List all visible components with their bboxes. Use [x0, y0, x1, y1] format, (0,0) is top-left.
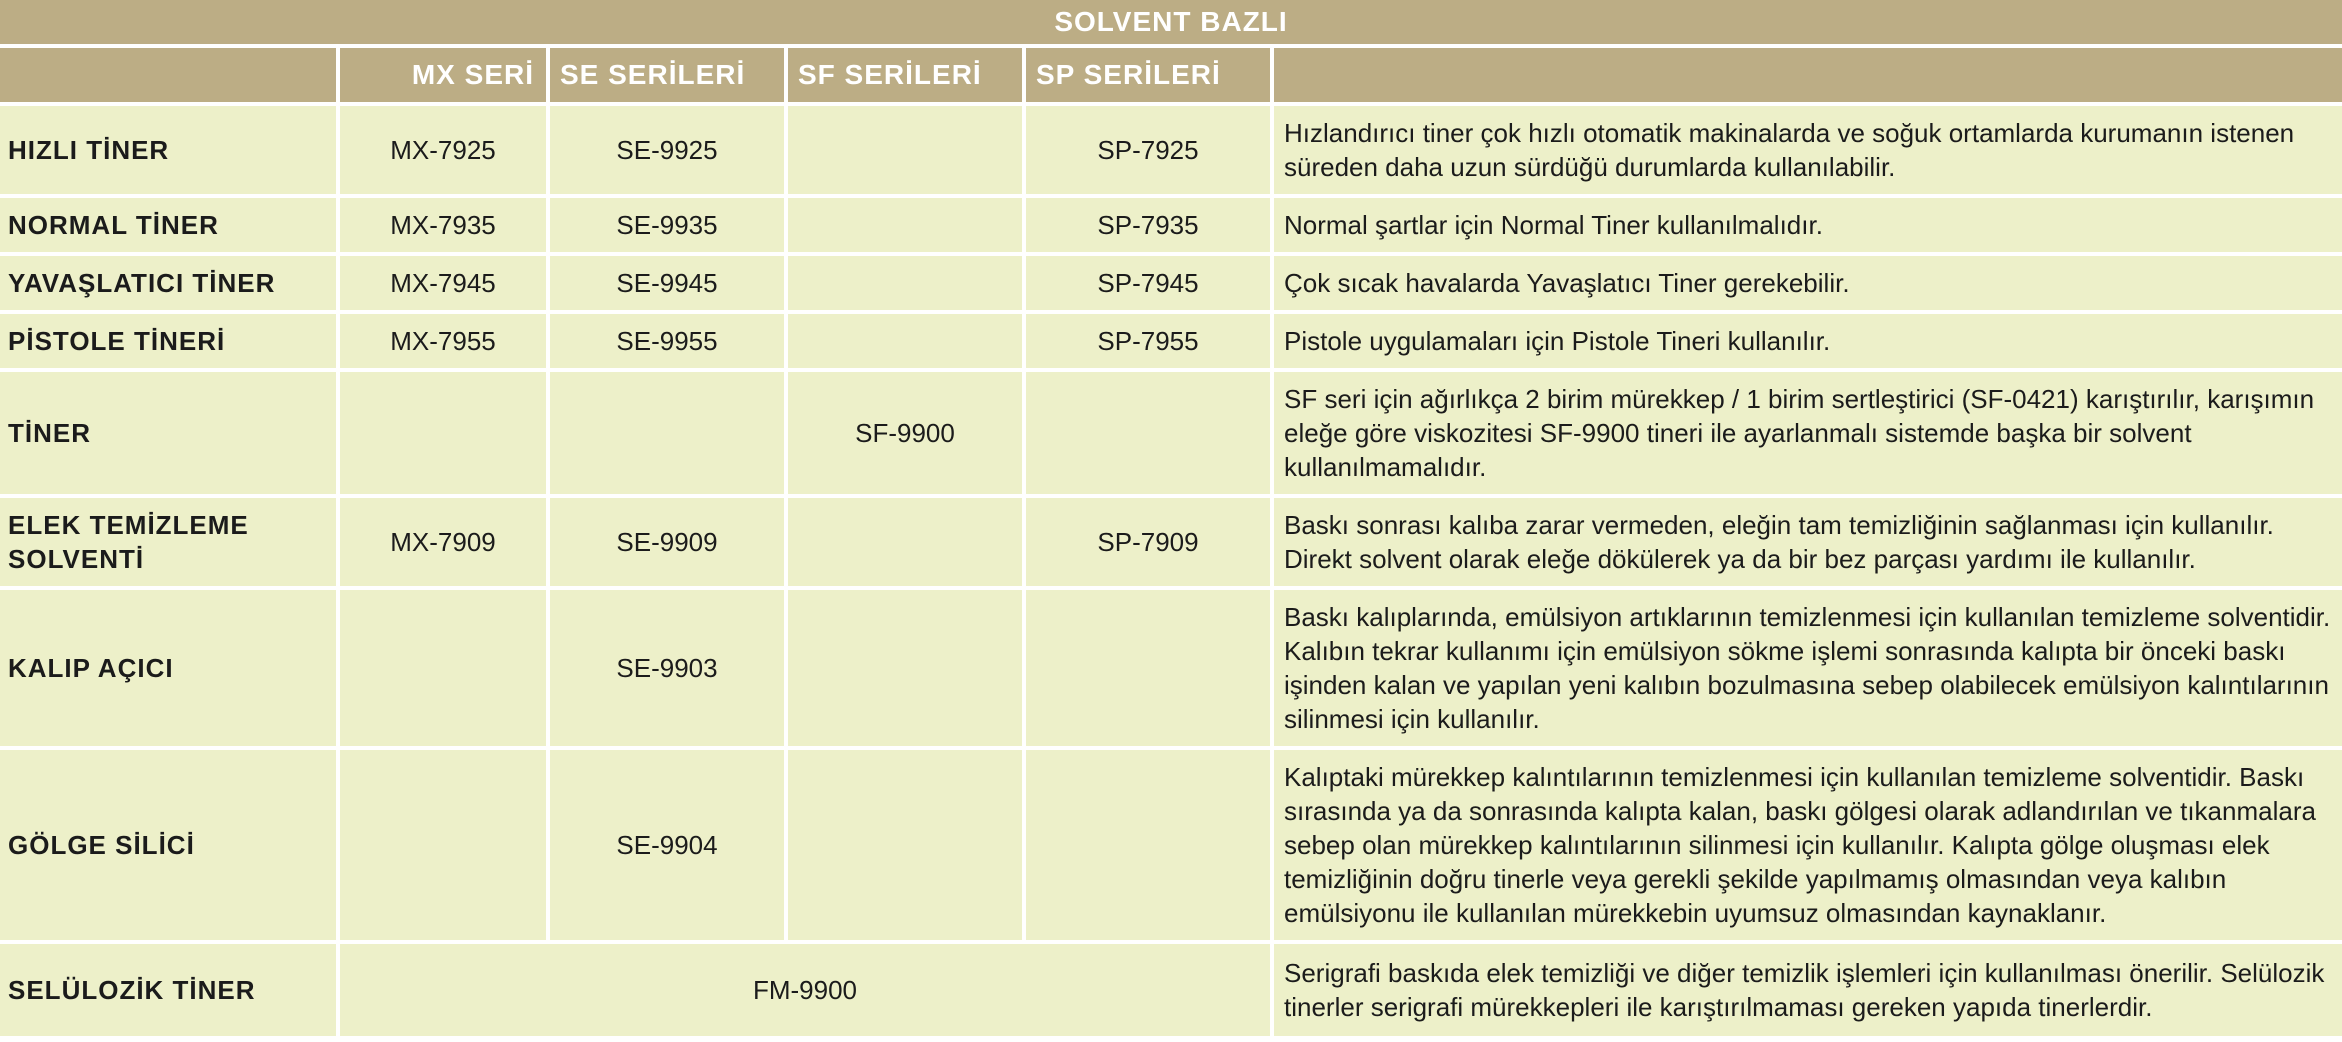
table-row	[0, 196, 2342, 254]
row-name: ELEK TEMİZLEME SOLVENTİ	[0, 496, 338, 588]
sf-code	[786, 496, 1024, 588]
row-name: HIZLI TİNER	[0, 104, 338, 196]
mx-code: MX-7935	[338, 196, 548, 254]
header-se: SE SERİLERİ	[548, 46, 786, 104]
se-code: SE-9955	[548, 312, 786, 370]
row-name: PİSTOLE TİNERİ	[0, 312, 338, 370]
sp-code: SP-7925	[1024, 104, 1272, 196]
row-description: Çok sıcak havalarda Yavaşlatıcı Tiner gerekebilir.	[1272, 254, 2342, 312]
row-description: Kalıptaki mürekkep kalıntılarının temizlenmesi için kullanılan temizleme solventidir. Baskı sırasında ya da sonrasında kalıpta kalan, baskı gölgesi olarak adlandırılan ve tıkanmalara sebep olan mürekkep kalıntılarının silinmesi için kullanılır. Kalıpta gölge oluşması elek temizliğinin doğru tinerle veya gerekli şekilde yapılmamış olmasından veya kalıbın emülsiyonu ile kullanılan mürekkebin uyumsuz olmasından kaynaklanır.	[1272, 748, 2342, 942]
row-name: YAVAŞLATICI TİNER	[0, 254, 338, 312]
mx-code: MX-7909	[338, 496, 548, 588]
sf-code	[786, 312, 1024, 370]
header-desc-empty	[1272, 46, 2342, 104]
header-empty	[0, 46, 338, 104]
row-description: Baskı sonrası kalıba zarar vermeden, eleğin tam temizliğinin sağlanması için kullanılır. Direkt solvent olarak eleğe dökülerek ya da bir bez parçası yardımı ile kullanılır.	[1272, 496, 2342, 588]
sp-code	[1024, 370, 1272, 496]
se-code: SE-9945	[548, 254, 786, 312]
table-row	[0, 588, 2342, 748]
table-row	[0, 254, 2342, 312]
header-sp: SP SERİLERİ	[1024, 46, 1272, 104]
se-code: SE-9925	[548, 104, 786, 196]
sp-code: SP-7909	[1024, 496, 1272, 588]
row-description: SF seri için ağırlıkça 2 birim mürekkep / 1 birim sertleştirici (SF-0421) karıştırılır, karışımın eleğe göre viskozitesi SF-9900 tineri ile ayarlanmalı sistemde başka bir solvent kullanılmamalıdır.	[1272, 370, 2342, 496]
table-row	[0, 312, 2342, 370]
table-title: SOLVENT BAZLI	[0, 0, 2342, 46]
sf-code	[786, 196, 1024, 254]
mx-code: MX-7925	[338, 104, 548, 196]
sf-code: SF-9900	[786, 370, 1024, 496]
sf-code	[786, 254, 1024, 312]
mx-code: MX-7955	[338, 312, 548, 370]
row-name: KALIP AÇICI	[0, 588, 338, 748]
se-code	[548, 370, 786, 496]
row-description: Serigrafi baskıda elek temizliği ve diğer temizlik işlemleri için kullanılması önerilir. Selülozik tinerler serigrafi mürekkepleri ile karıştırılmaması gereken yapıda tinerlerdir.	[1272, 942, 2342, 1038]
table-row	[0, 370, 2342, 496]
title-row	[0, 0, 2342, 46]
se-code: SE-9904	[548, 748, 786, 942]
mx-code: MX-7945	[338, 254, 548, 312]
table-row	[0, 496, 2342, 588]
table-row	[0, 942, 2342, 1038]
row-description: Baskı kalıplarında, emülsiyon artıklarının temizlenmesi için kullanılan temizleme solventidir. Kalıbın tekrar kullanımı için emülsiyon sökme işlemi sonrasında kalıpta bir önceki baskı işinden kalan ve yapılan yeni kalıbın bozulmasına sebep olabilecek emülsiyon kalıntılarının silinmesi için kullanılır.	[1272, 588, 2342, 748]
row-name: GÖLGE SİLİCİ	[0, 748, 338, 942]
se-code: SE-9903	[548, 588, 786, 748]
sp-code: SP-7955	[1024, 312, 1272, 370]
table-row	[0, 748, 2342, 942]
row-description: Hızlandırıcı tiner çok hızlı otomatik makinalarda ve soğuk ortamlarda kurumanın istenen süreden daha uzun sürdüğü durumlarda kullanılabilir.	[1272, 104, 2342, 196]
header-row	[0, 46, 2342, 104]
row-description: Normal şartlar için Normal Tiner kullanılmalıdır.	[1272, 196, 2342, 254]
sp-code	[1024, 748, 1272, 942]
sp-code: SP-7935	[1024, 196, 1272, 254]
sp-code: SP-7945	[1024, 254, 1272, 312]
sf-code	[786, 588, 1024, 748]
table-row	[0, 104, 2342, 196]
se-code: SE-9909	[548, 496, 786, 588]
header-mx: MX SERİ	[338, 46, 548, 104]
sp-code	[1024, 588, 1272, 748]
mx-code	[338, 748, 548, 942]
fm-code: FM-9900	[338, 942, 1272, 1038]
header-sf: SF SERİLERİ	[786, 46, 1024, 104]
mx-code	[338, 588, 548, 748]
mx-code	[338, 370, 548, 496]
row-name: SELÜLOZİK TİNER	[0, 942, 338, 1038]
sf-code	[786, 748, 1024, 942]
row-description: Pistole uygulamaları için Pistole Tineri kullanılır.	[1272, 312, 2342, 370]
row-name: NORMAL TİNER	[0, 196, 338, 254]
sf-code	[786, 104, 1024, 196]
se-code: SE-9935	[548, 196, 786, 254]
row-name: TİNER	[0, 370, 338, 496]
